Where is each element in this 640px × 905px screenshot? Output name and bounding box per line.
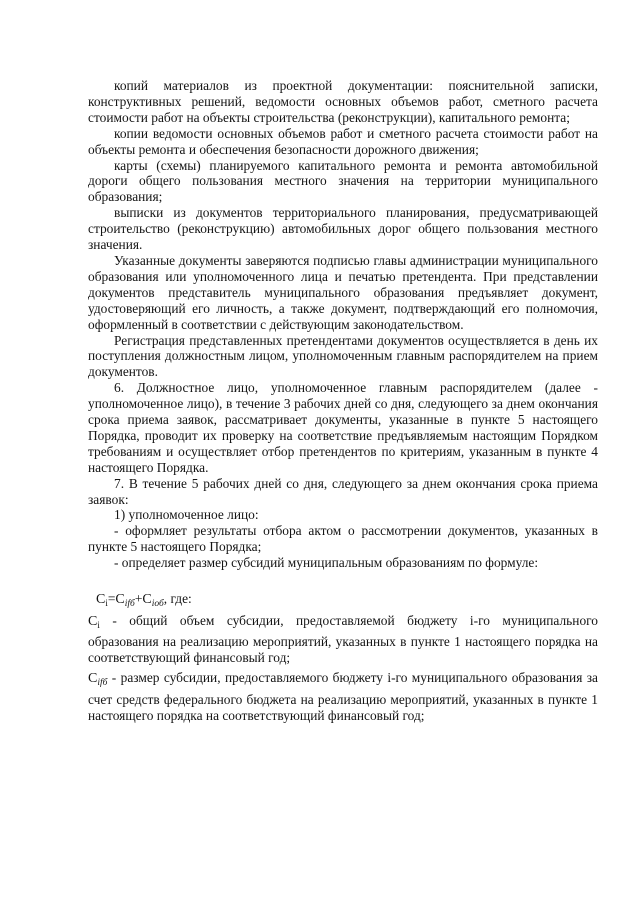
def-symbol: C (88, 614, 98, 630)
paragraph: копии ведомости основных объемов работ и сметного расчета стоимости работ на объекты ремонта и обеспечения безопасности дорожного движения; (88, 125, 598, 157)
def-sub: ifб (97, 677, 108, 688)
paragraph: 6. Должностное лицо, уполномоченное главным распорядителем (далее - уполномоченное лицо), в течение 3 рабочих дней со дня, следующего за днем окончания срока приема заявок, рассматривает документы, указанные в пункте 5 настоящего Порядка, проводит их проверку на соответствие предъявляемым настоящим Порядком требованиям и осуществляет отбор претендентов по критериям, указанным в пункте 4 настоящего Порядка. (88, 380, 598, 475)
paragraph: Указанные документы заверяются подписью главы администрации муниципального образования или уполномоченного лица и печатью претендента. При представлении документов представитель муниципального образования предъявляет документ, удостоверяющий его личность, а также документ, подтверждающий его полномочия, оформленный в соответствии с действующим законодательством. (88, 252, 598, 332)
def-text: - общий объем субсидии, предоставляемой бюджету i-го муниципального образования на реализацию мероприятий, указанных в пункте 1 настоящего порядка на соответствующий финансовый год; (88, 613, 598, 665)
formula-tail: , где: (163, 591, 192, 607)
formula-sub-fb: ifб (124, 599, 135, 610)
paragraph: - определяет размер субсидий муниципальным образованиям по формуле: (114, 555, 539, 571)
def-symbol: C (88, 670, 98, 686)
formula-sub-i: i (105, 598, 108, 609)
formula-c-ob: C (142, 592, 152, 608)
definition-c-i (88, 613, 598, 666)
formula-c: C (96, 592, 106, 608)
subsidy-formula (96, 591, 598, 611)
paragraph: 1) уполномоченное лицо: (114, 507, 259, 523)
formula-eq: = (107, 591, 116, 607)
paragraph: карты (схемы) планируемого капитального ремонта и ремонта автомобильной дороги общего пользования местного значения на территории муниципального образования; (88, 157, 598, 205)
definition-c-ifb (88, 670, 598, 724)
paragraph: - оформляет результаты отбора актом о рассмотрении документов, указанных в пункте 5 настоящего Порядка; (88, 523, 598, 555)
paragraph: выписки из документов территориального планирования, предусматривающей строительство (реконструкцию) автомобильных дорог общего пользования местного значения. (88, 205, 598, 253)
paragraph: Регистрация представленных претендентами документов осуществляется в день их поступления должностным лицом, уполномоченным главным распорядителем на прием документов. (88, 332, 598, 380)
formula-sub-ob: iоб (151, 599, 164, 610)
paragraph: копий материалов из проектной документации: пояснительной записки, конструктивных решений, ведомости основных объемов работ, сметного расчета стоимости работ на объекты строительства (реконструкции), капитального ремонта; (88, 78, 598, 125)
def-sub: i (97, 620, 100, 631)
formula-c-fb: C (115, 592, 125, 608)
def-text: - размер субсидии, предоставляемого бюджету i-го муниципального образования за счет средств федерального бюджета на реализацию мероприятий, указанных в пункте 1 настоящего порядка на соответствующий финансовый год; (88, 669, 598, 723)
paragraph: 7. В течение 5 рабочих дней со дня, следующего за днем окончания срока приема заявок: (88, 475, 598, 507)
formula-plus: + (134, 591, 143, 607)
document-page (88, 78, 598, 724)
